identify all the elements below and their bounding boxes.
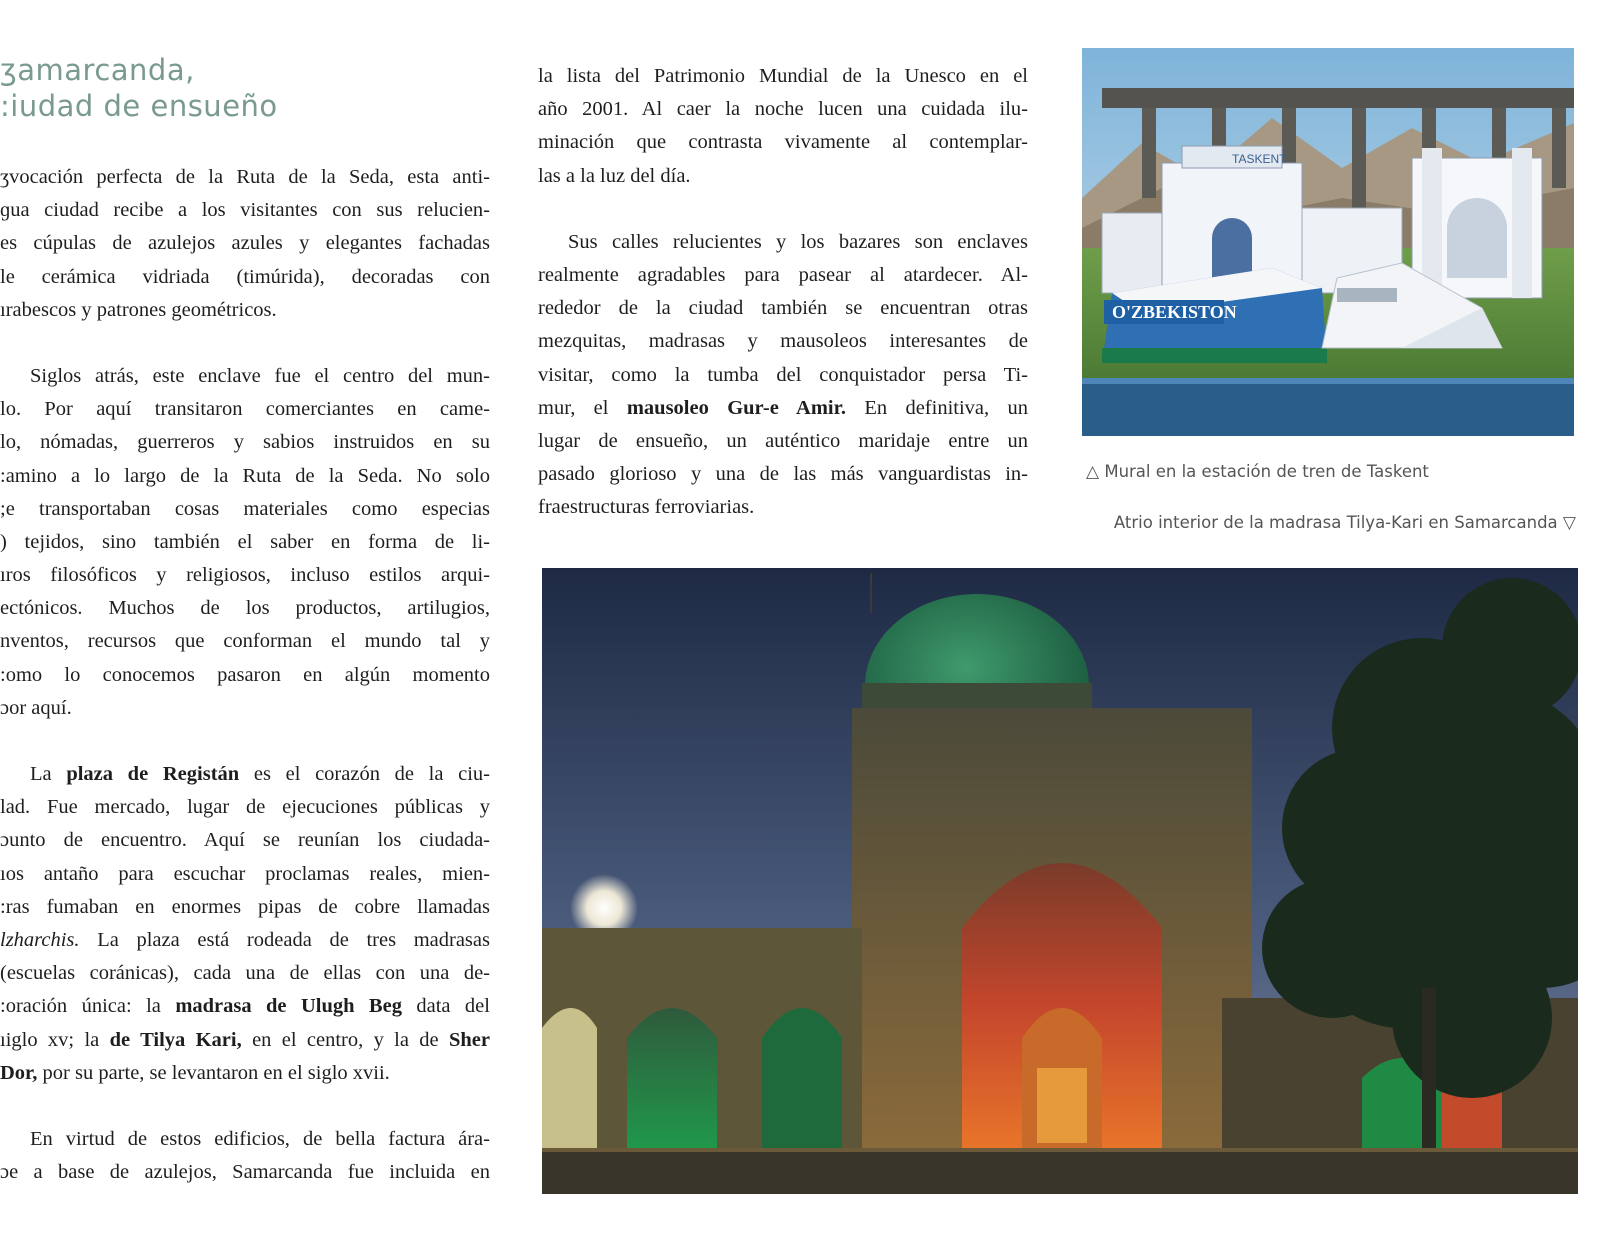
madrasa-night-photo <box>542 568 1578 1194</box>
paragraph-registan <box>0 758 490 1090</box>
bold-term: de Tilya Kari, <box>109 1028 242 1051</box>
text-line: la lista del Patrimonio Mundial de la Unesco en el <box>538 65 1028 87</box>
text-line: lad. Fue mercado, lugar de ejecuciones públicas y <box>0 796 490 819</box>
paragraph-unesco <box>0 1123 490 1189</box>
text-line: es cúpulas de azulejos azules y elegantes fachadas <box>0 232 490 255</box>
text-line: lo, nómadas, guerreros y sabios instruidos en su <box>0 431 490 454</box>
italic-term: lzharchis. <box>0 928 80 951</box>
text-line: lugar de ensueño, un auténtico maridaje entre un <box>538 429 1028 452</box>
text-line: En virtud de estos edificios, de bella factura ára- <box>30 1127 490 1150</box>
atrio-caption-text: Atrio interior de la madrasa Tilya-Kari en Samarcanda <box>1113 513 1558 532</box>
station-sign: TASKENT <box>1232 152 1287 166</box>
text-line: visitar, como la tumba del conquistador persa Ti- <box>538 363 1028 386</box>
paragraph-history <box>0 360 490 725</box>
train-lettering: O'ZBEKISTON <box>1112 302 1237 322</box>
bold-term: Sher <box>449 1028 490 1051</box>
text-line: realmente agradables para pasear al atardecer. Al- <box>538 263 1028 286</box>
text-line: fraestructuras ferroviarias. <box>538 496 755 519</box>
paragraph-unesco-continued <box>538 60 1028 193</box>
text-line: (escuelas coránicas), cada una de ellas con una de- <box>0 962 490 985</box>
left-text-column <box>0 161 490 1189</box>
atrio-caption <box>1114 513 1576 533</box>
bold-term: mausoleo Gur-e Amir. <box>626 396 846 419</box>
text-line: le cerámica vidriada (timúrida), decoradas con <box>0 265 490 288</box>
text-line: año 2001. Al caer la noche lucen una cuidada ilu- <box>538 98 1028 121</box>
text-line: mur, el mausoleo Gur-e Amir. En definitiva, un <box>538 396 1028 419</box>
paragraph-intro <box>0 161 490 327</box>
bold-term: madrasa de Ulugh Beg <box>175 995 402 1018</box>
mural-caption <box>1086 462 1429 482</box>
text-line: ɡua ciudad recibe a los visitantes con sus relucien- <box>0 199 490 222</box>
text-line: La plaza de Registán es el corazón de la ciu- <box>30 763 491 785</box>
text-line: :omo lo conocemos pasaron en algún momento <box>0 663 490 686</box>
text-line: ;e transportaban cosas materiales como especias <box>0 497 490 520</box>
text-line: ırabescos y patrones geométricos. <box>0 298 277 321</box>
text-line: ʒvocación perfecta de la Ruta de la Seda, esta anti- <box>0 166 490 188</box>
text-line: ) tejidos, sino también el saber en forma de li- <box>0 530 490 553</box>
text-line: :oración única: la madrasa de Ulugh Beg data del <box>0 995 490 1018</box>
text-line: ɔor aquí. <box>0 696 72 719</box>
bold-term: plaza de Registán <box>66 763 240 785</box>
text-line: las a la luz del día. <box>538 164 691 187</box>
text-line: ectónicos. Muchos de los productos, artilugios, <box>0 597 490 620</box>
paragraph-streets <box>538 226 1028 525</box>
text-line: mezquitas, madrasas y mausoleos interesantes de <box>538 330 1028 353</box>
text-line: ıiglo xv; la de Tilya Kari, en el centro, y la de Sher <box>0 1028 490 1051</box>
heading-line-1: ʒamarcanda, <box>0 53 195 87</box>
text-line: pasado glorioso y una de las más vanguardistas in- <box>538 463 1028 486</box>
text-line: nventos, recursos que conforman el mundo tal y <box>0 630 490 653</box>
text-line: ɔe a base de azulejos, Samarcanda fue incluida en <box>0 1161 490 1184</box>
text-line: ɔunto de encuentro. Aquí se reunían los ciudada- <box>0 829 490 852</box>
heading-line-2: :iudad de ensueño <box>0 89 278 123</box>
text-line: rededor de la ciudad también se encuentran otras <box>538 297 1028 320</box>
text-line: lzharchis. La plaza está rodeada de tres madrasas <box>0 928 490 951</box>
mural-train-station-photo <box>1082 48 1574 436</box>
text-line: :amino a lo largo de la Ruta de la Seda. No solo <box>0 464 490 487</box>
up-triangle-icon: △ <box>1086 462 1100 482</box>
down-triangle-icon: ▽ <box>1562 513 1576 533</box>
text-line: :ras fumaban en enormes pipas de cobre llamadas <box>0 895 490 918</box>
article-heading <box>0 52 278 124</box>
text-line: ıos antaño para escuchar proclamas reales, mien- <box>0 862 490 885</box>
text-line: Sus calles relucientes y los bazares son enclaves <box>568 230 1028 253</box>
right-text-column <box>538 60 1028 524</box>
text-line: ıros filosóficos y religiosos, incluso estilos arqui- <box>0 564 490 587</box>
text-line: Dor, por su parte, se levantaron en el siglo xvii. <box>0 1061 390 1084</box>
text-line: minación que contrasta vivamente al contemplar- <box>538 131 1028 154</box>
text-line: Siglos atrás, este enclave fue el centro del mun- <box>30 364 490 387</box>
mural-caption-text: Mural en la estación de tren de Taskent <box>1104 462 1429 481</box>
bold-term: Dor, <box>0 1061 38 1084</box>
text-line: lo. Por aquí transitaron comerciantes en came- <box>0 398 490 421</box>
